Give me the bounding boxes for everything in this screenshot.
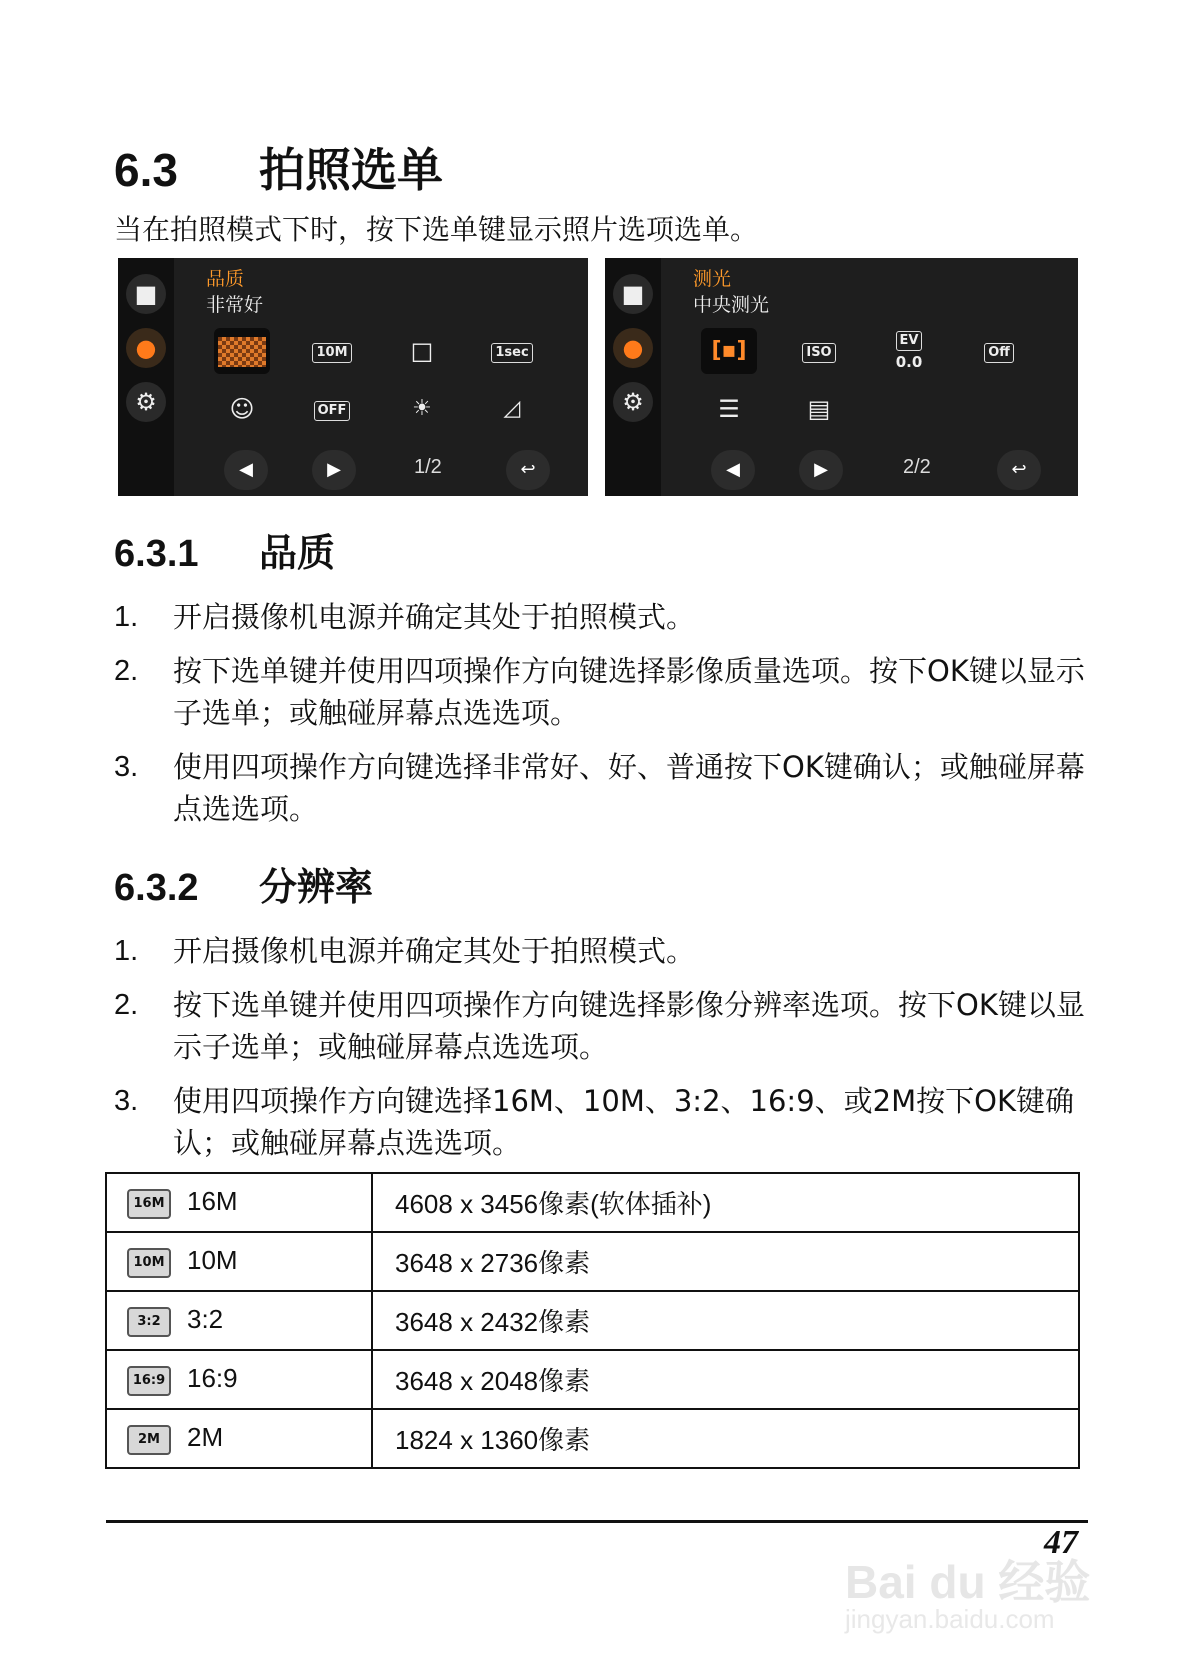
next-arrow-icon[interactable]: ▶ [799,450,843,490]
single-frame-icon[interactable]: □ [410,337,434,365]
table-row [106,1232,1079,1291]
menu-item-value: 非常好 [206,294,264,316]
back-icon[interactable]: ↩ [997,450,1041,490]
resolution-10m-icon: 10M [127,1248,171,1278]
table-row [106,1350,1079,1409]
resolution-pixels: 4608 x 3456像素(软体插补) [372,1173,1079,1232]
video-mode-icon[interactable]: ■ [613,274,653,314]
subsection-number: 6.3.2 [114,867,199,909]
scene-icon[interactable]: ☀ [412,396,432,421]
menu-item-label: 品质 [206,268,245,290]
subsection-heading-quality [114,522,335,577]
resolution-16-9-icon: 16:9 [127,1366,171,1396]
side-menu [605,258,661,496]
watermark-logo: Bai du 经验 [845,1556,1091,1608]
list-item: 3. 使用四项操作方向键选择非常好、好、普通按下OK键确认；或触碰屏幕点选选项。 [114,750,1085,826]
section-number: 6.3 [114,144,178,196]
list-item: 2. 按下选单键并使用四项操作方向键选择影像质量选项。按下OK键以显示子选单；或触碰屏幕点选选项。 [114,654,1085,730]
interval-1sec-icon[interactable]: 1sec [484,328,540,374]
resolution-10m-icon[interactable]: 10M [304,328,360,374]
resolution-label: 16:9 [187,1363,238,1394]
resolution-label: 10M [187,1245,238,1276]
intro-text: 当在拍照模式下时，按下选单键显示照片选项选单。 [114,213,759,246]
table-row [106,1291,1079,1350]
page-number: 47 [1044,1524,1078,1561]
prev-arrow-icon[interactable]: ◀ [711,450,755,490]
section-title: 拍照选单 [259,143,443,197]
page-indicator: 1/2 [414,456,442,478]
face-detect-icon[interactable]: ☺ [229,395,255,423]
subsection-heading-resolution [114,856,373,911]
camera-mode-icon[interactable]: ● [613,328,653,368]
stabilizer-off-icon[interactable]: OFF [304,386,360,432]
resolution-label: 2M [187,1422,224,1453]
exposure-curve-icon[interactable]: ◿ [503,396,521,421]
quality-icon[interactable] [214,328,270,374]
resolution-2m-icon: 2M [127,1425,171,1455]
resolution-pixels: 3648 x 2048像素 [372,1350,1079,1409]
table-row [106,1173,1079,1232]
subsection-title: 品质 [259,531,336,575]
video-mode-icon[interactable]: ■ [126,274,166,314]
next-arrow-icon[interactable]: ▶ [312,450,356,490]
menu-item-label: 测光 [693,268,732,290]
list-icon[interactable]: ☰ [718,395,740,423]
list-item: 3. 使用四项操作方向键选择16M、10M、3:2、16:9、或2M按下OK键确认；或触碰屏幕点选选项。 [114,1084,1074,1160]
watermark-url: jingyan.baidu.com [845,1604,1055,1634]
settings-gear-icon[interactable]: ⚙ [613,382,653,422]
date-stamp-icon[interactable]: ▤ [807,395,831,423]
resolution-pixels: 3648 x 2736像素 [372,1232,1079,1291]
side-menu [118,258,174,496]
resolution-label: 3:2 [187,1304,224,1335]
back-icon[interactable]: ↩ [506,450,550,490]
table-row [106,1409,1079,1468]
prev-arrow-icon[interactable]: ◀ [224,450,268,490]
subsection-title: 分辨率 [259,865,374,909]
resolution-label: 16M [187,1186,238,1217]
wdr-off-icon[interactable]: Off [971,328,1027,374]
settings-gear-icon[interactable]: ⚙ [126,382,166,422]
menu-item-value: 中央测光 [693,294,770,316]
list-item: 2. 按下选单键并使用四项操作方向键选择影像分辨率选项。按下OK键以显示子选单；或触碰屏幕点选选项。 [114,988,1085,1064]
resolution-table [105,1172,1080,1469]
resolution-3-2-icon: 3:2 [127,1307,171,1337]
resolution-pixels: 1824 x 1360像素 [372,1409,1079,1468]
camera-screen-page2 [605,258,1078,496]
page-indicator: 2/2 [903,456,931,478]
subsection-number: 6.3.1 [114,533,199,575]
ev-icon[interactable]: EV 0.0 [895,333,923,371]
iso-icon[interactable]: ISO [791,328,847,374]
camera-screen-page1 [118,258,588,496]
camera-mode-icon[interactable]: ● [126,328,166,368]
list-item: 1. 开启摄像机电源并确定其处于拍照模式。 [114,600,696,634]
section-heading [114,134,443,200]
list-item: 1. 开启摄像机电源并确定其处于拍照模式。 [114,934,696,968]
resolution-16m-icon: 16M [127,1189,171,1219]
footer-rule [106,1520,1088,1523]
resolution-pixels: 3648 x 2432像素 [372,1291,1079,1350]
metering-center-icon[interactable]: [▪] [701,328,757,374]
